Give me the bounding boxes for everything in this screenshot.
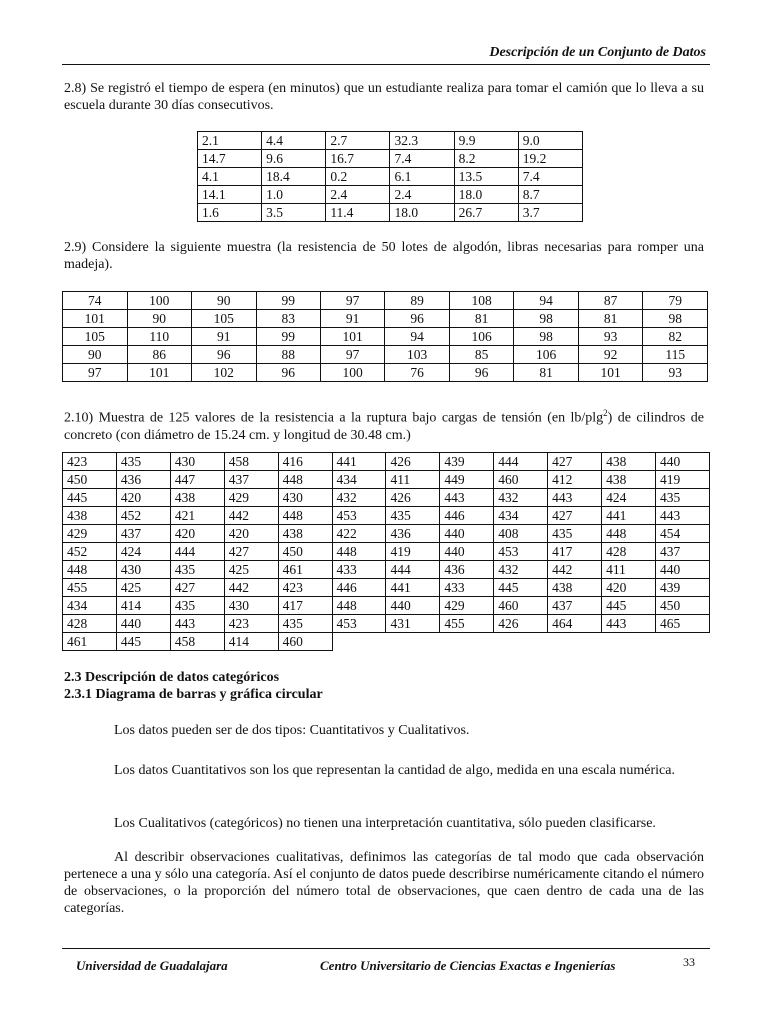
table-cell: 106	[449, 328, 514, 346]
footer-rule	[62, 948, 710, 949]
table-cell: 9.9	[454, 132, 518, 150]
table-cell: 101	[127, 364, 192, 382]
table-cell: 431	[386, 615, 440, 633]
running-header: Descripción de un Conjunto de Datos	[489, 45, 706, 60]
table-cell: 446	[332, 579, 386, 597]
table-cell: 105	[63, 328, 128, 346]
table-cell: 105	[192, 310, 257, 328]
table-cell: 440	[116, 615, 170, 633]
table-row	[63, 525, 710, 543]
table-cell: 428	[602, 543, 656, 561]
table-row	[198, 204, 583, 222]
paragraph-quantitative: Los datos Cuantitativos son los que representan la cantidad de algo, medida en una escala numérica.	[114, 763, 675, 778]
table-cell: 96	[256, 364, 320, 382]
table-cell: 429	[440, 597, 494, 615]
table-cell: 13.5	[454, 168, 518, 186]
exercise-2-10-text: 2.10) Muestra de 125 valores de la resistencia a la ruptura bajo cargas de tensión (en lb/plg$^2$) de cilindros de concreto (con diámetro de 15.24 cm. y longitud de 30.48 cm.)	[64, 408, 704, 443]
table-cell: 93	[643, 364, 708, 382]
table-cell: 427	[224, 543, 278, 561]
table-cell: 417	[548, 543, 602, 561]
table-cell: 99	[256, 328, 320, 346]
table-cell: 461	[278, 561, 332, 579]
table-cell: 2.4	[390, 186, 454, 204]
table-cell: 97	[320, 346, 385, 364]
table-cell: 90	[63, 346, 128, 364]
table-cell: 437	[116, 525, 170, 543]
table-row	[63, 489, 710, 507]
table-cell: 427	[548, 507, 602, 525]
table-cell: 441	[332, 453, 386, 471]
table-cell: 76	[385, 364, 450, 382]
table-cell: 450	[655, 597, 709, 615]
table-cell: 3.5	[262, 204, 326, 222]
table-cell: 423	[224, 615, 278, 633]
table-cell: 19.2	[518, 150, 582, 168]
table-cell: 443	[655, 507, 709, 525]
table-cell: 445	[63, 489, 117, 507]
table-cell: 416	[278, 453, 332, 471]
table-cell: 444	[170, 543, 224, 561]
table-cell: 2.1	[198, 132, 262, 150]
table-cell: 91	[192, 328, 257, 346]
table-cell: 108	[449, 292, 514, 310]
table-cell: 83	[256, 310, 320, 328]
table-cell: 92	[578, 346, 643, 364]
table-cell: 100	[320, 364, 385, 382]
table-row	[63, 579, 710, 597]
table-cell: 423	[63, 453, 117, 471]
empty-cell	[655, 633, 709, 651]
table-cell: 86	[127, 346, 192, 364]
table-cell: 428	[63, 615, 117, 633]
header-rule	[62, 64, 710, 65]
table-cell: 419	[386, 543, 440, 561]
paragraph-types: Los datos pueden ser de dos tipos: Cuantitativos y Cualitativos.	[114, 723, 470, 738]
table-cell: 438	[602, 471, 656, 489]
table-cell: 445	[116, 633, 170, 651]
table-cell: 433	[440, 579, 494, 597]
table-cell: 435	[170, 597, 224, 615]
table-cell: 438	[170, 489, 224, 507]
table-cell: 3.7	[518, 204, 582, 222]
table-cell: 90	[192, 292, 257, 310]
table-cell: 441	[602, 507, 656, 525]
table-cell: 460	[494, 471, 548, 489]
table-cell: 88	[256, 346, 320, 364]
table-cell: 443	[440, 489, 494, 507]
table-cell: 458	[170, 633, 224, 651]
table-cell: 436	[386, 525, 440, 543]
table-cell: 9.0	[518, 132, 582, 150]
footer-university: Universidad de Guadalajara	[76, 958, 228, 973]
empty-cell	[332, 633, 386, 651]
table-cell: 18.0	[454, 186, 518, 204]
table-cell: 426	[386, 453, 440, 471]
table-cell: 438	[278, 525, 332, 543]
table-cell: 1.6	[198, 204, 262, 222]
footer-center: Centro Universitario de Ciencias Exactas e Ingenierías	[320, 958, 616, 973]
table-cell: 85	[449, 346, 514, 364]
table-cell: 439	[440, 453, 494, 471]
table-cell: 96	[385, 310, 450, 328]
table-cell: 438	[602, 453, 656, 471]
table-cell: 11.4	[326, 204, 390, 222]
table-row	[198, 168, 583, 186]
empty-cell	[548, 633, 602, 651]
table-cell: 446	[440, 507, 494, 525]
table-cell: 79	[643, 292, 708, 310]
table-row	[63, 292, 708, 310]
table-cell: 445	[602, 597, 656, 615]
table-cell: 101	[578, 364, 643, 382]
table-cell: 18.0	[390, 204, 454, 222]
table-cell: 464	[548, 615, 602, 633]
page-number: 33	[683, 955, 695, 969]
table-cell: 115	[643, 346, 708, 364]
empty-cell	[602, 633, 656, 651]
table-cell: 100	[127, 292, 192, 310]
table-cell: 419	[655, 471, 709, 489]
table-cell: 448	[278, 471, 332, 489]
exercise-2-9-text: 2.9) Considere la siguiente muestra (la resistencia de 50 lotes de algodón, libras necesarias para romper una madeja).	[64, 240, 704, 272]
table-row	[63, 310, 708, 328]
table-cell: 87	[578, 292, 643, 310]
table-cell: 97	[320, 292, 385, 310]
table-cell: 103	[385, 346, 450, 364]
table-cell: 450	[278, 543, 332, 561]
table-cell: 101	[63, 310, 128, 328]
table-cell: 32.3	[390, 132, 454, 150]
section-heading: 2.3 Descripción de datos categóricos	[64, 670, 280, 685]
table-cell: 450	[63, 471, 117, 489]
table-cell: 442	[224, 507, 278, 525]
table-cell: 414	[116, 597, 170, 615]
table-cell: 448	[602, 525, 656, 543]
table-cell: 81	[514, 364, 579, 382]
table-cell: 440	[655, 453, 709, 471]
table-cell: 443	[548, 489, 602, 507]
table-cell: 421	[170, 507, 224, 525]
table-cell: 430	[278, 489, 332, 507]
table-cell: 436	[440, 561, 494, 579]
table-row	[198, 150, 583, 168]
table-cell: 449	[440, 471, 494, 489]
table-cell: 430	[170, 453, 224, 471]
table-cell: 6.1	[390, 168, 454, 186]
table-cell: 14.1	[198, 186, 262, 204]
table-cell: 420	[170, 525, 224, 543]
table-cell: 437	[655, 543, 709, 561]
table-cell: 445	[494, 579, 548, 597]
table-cell: 443	[170, 615, 224, 633]
table-cell: 93	[578, 328, 643, 346]
table-cell: 432	[494, 561, 548, 579]
table-cell: 458	[224, 453, 278, 471]
table-cell: 102	[192, 364, 257, 382]
table-cell: 2.7	[326, 132, 390, 150]
table-cell: 435	[548, 525, 602, 543]
table-cell: 432	[494, 489, 548, 507]
table-cell: 420	[116, 489, 170, 507]
table-cell: 427	[170, 579, 224, 597]
table-cell: 422	[332, 525, 386, 543]
table-cell: 440	[655, 561, 709, 579]
table-cell: 425	[224, 561, 278, 579]
table-cell: 81	[578, 310, 643, 328]
table-cell: 94	[514, 292, 579, 310]
table-cell: 91	[320, 310, 385, 328]
paragraph-qualitative: Los Cualitativos (categóricos) no tienen una interpretación cuantitativa, sólo pueden clasificarse.	[114, 816, 656, 831]
table-cell: 429	[63, 525, 117, 543]
table-row	[63, 328, 708, 346]
table-cell: 98	[514, 310, 579, 328]
concrete-strength-table	[62, 452, 710, 651]
table-cell: 98	[643, 310, 708, 328]
paragraph-description: Al describir observaciones cualitativas, definimos las categorías de tal modo que cada observación pertenece a una y sólo una categoría. Así el conjunto de datos puede describirse numéricamente citando el número de observaciones, o la proporción del número total de observaciones, que caen dentro de cada una de las categorías.	[64, 850, 704, 916]
table-cell: 453	[494, 543, 548, 561]
exercise-2-8-text: 2.8) Se registró el tiempo de espera (en minutos) que un estudiante realiza para tomar el camión que lo lleva a su escuela durante 30 días consecutivos.	[64, 81, 704, 113]
subsection-heading: 2.3.1 Diagrama de barras y gráfica circular	[64, 687, 323, 702]
table-cell: 440	[440, 543, 494, 561]
table-cell: 434	[494, 507, 548, 525]
table-cell: 90	[127, 310, 192, 328]
table-cell: 411	[602, 561, 656, 579]
table-cell: 442	[224, 579, 278, 597]
table-cell: 0.2	[326, 168, 390, 186]
table-cell: 81	[449, 310, 514, 328]
table-cell: 435	[386, 507, 440, 525]
table-cell: 411	[386, 471, 440, 489]
empty-cell	[440, 633, 494, 651]
table-cell: 426	[386, 489, 440, 507]
table-row	[198, 186, 583, 204]
waiting-time-table	[197, 131, 583, 222]
table-cell: 430	[224, 597, 278, 615]
table-cell: 16.7	[326, 150, 390, 168]
table-cell: 9.6	[262, 150, 326, 168]
table-row	[63, 615, 710, 633]
table-cell: 408	[494, 525, 548, 543]
table-cell: 110	[127, 328, 192, 346]
table-row	[63, 561, 710, 579]
table-cell: 432	[332, 489, 386, 507]
table-cell: 434	[332, 471, 386, 489]
table-cell: 96	[449, 364, 514, 382]
table-cell: 435	[116, 453, 170, 471]
table-row	[63, 597, 710, 615]
table-cell: 89	[385, 292, 450, 310]
table-cell: 448	[332, 543, 386, 561]
table-cell: 448	[278, 507, 332, 525]
table-cell: 424	[602, 489, 656, 507]
table-row	[63, 364, 708, 382]
table-cell: 455	[440, 615, 494, 633]
table-cell: 452	[63, 543, 117, 561]
table-cell: 460	[278, 633, 332, 651]
table-row	[63, 346, 708, 364]
table-row	[63, 543, 710, 561]
table-cell: 26.7	[454, 204, 518, 222]
table-cell: 412	[548, 471, 602, 489]
table-cell: 438	[548, 579, 602, 597]
cotton-strength-table	[62, 291, 708, 382]
table-cell: 434	[63, 597, 117, 615]
table-cell: 96	[192, 346, 257, 364]
table-cell: 420	[602, 579, 656, 597]
table-row	[63, 453, 710, 471]
table-cell: 435	[655, 489, 709, 507]
empty-cell	[386, 633, 440, 651]
table-cell: 420	[224, 525, 278, 543]
table-cell: 444	[386, 561, 440, 579]
table-cell: 4.1	[198, 168, 262, 186]
table-cell: 452	[116, 507, 170, 525]
table-cell: 101	[320, 328, 385, 346]
table-cell: 423	[278, 579, 332, 597]
table-cell: 454	[655, 525, 709, 543]
table-cell: 438	[63, 507, 117, 525]
table-cell: 18.4	[262, 168, 326, 186]
table-cell: 448	[332, 597, 386, 615]
table-cell: 2.4	[326, 186, 390, 204]
table-cell: 414	[224, 633, 278, 651]
table-cell: 99	[256, 292, 320, 310]
table-row	[198, 132, 583, 150]
table-cell: 433	[332, 561, 386, 579]
table-cell: 14.7	[198, 150, 262, 168]
table-cell: 435	[170, 561, 224, 579]
table-cell: 429	[224, 489, 278, 507]
table-cell: 425	[116, 579, 170, 597]
table-cell: 439	[655, 579, 709, 597]
table-cell: 448	[63, 561, 117, 579]
table-cell: 435	[278, 615, 332, 633]
table-cell: 8.7	[518, 186, 582, 204]
table-cell: 441	[386, 579, 440, 597]
table-row	[63, 633, 710, 651]
table-cell: 447	[170, 471, 224, 489]
table-cell: 94	[385, 328, 450, 346]
table-cell: 455	[63, 579, 117, 597]
table-row	[63, 507, 710, 525]
table-cell: 106	[514, 346, 579, 364]
table-cell: 442	[548, 561, 602, 579]
table-row	[63, 471, 710, 489]
table-cell: 98	[514, 328, 579, 346]
table-cell: 417	[278, 597, 332, 615]
table-cell: 453	[332, 507, 386, 525]
table-cell: 7.4	[390, 150, 454, 168]
table-cell: 427	[548, 453, 602, 471]
table-cell: 426	[494, 615, 548, 633]
table-cell: 424	[116, 543, 170, 561]
table-cell: 437	[548, 597, 602, 615]
table-cell: 443	[602, 615, 656, 633]
table-cell: 440	[386, 597, 440, 615]
table-cell: 461	[63, 633, 117, 651]
table-cell: 453	[332, 615, 386, 633]
table-cell: 436	[116, 471, 170, 489]
table-cell: 440	[440, 525, 494, 543]
table-cell: 97	[63, 364, 128, 382]
table-cell: 465	[655, 615, 709, 633]
table-cell: 8.2	[454, 150, 518, 168]
table-cell: 7.4	[518, 168, 582, 186]
table-cell: 1.0	[262, 186, 326, 204]
empty-cell	[494, 633, 548, 651]
table-cell: 74	[63, 292, 128, 310]
table-cell: 4.4	[262, 132, 326, 150]
table-cell: 82	[643, 328, 708, 346]
table-cell: 460	[494, 597, 548, 615]
table-cell: 430	[116, 561, 170, 579]
table-cell: 437	[224, 471, 278, 489]
table-cell: 444	[494, 453, 548, 471]
